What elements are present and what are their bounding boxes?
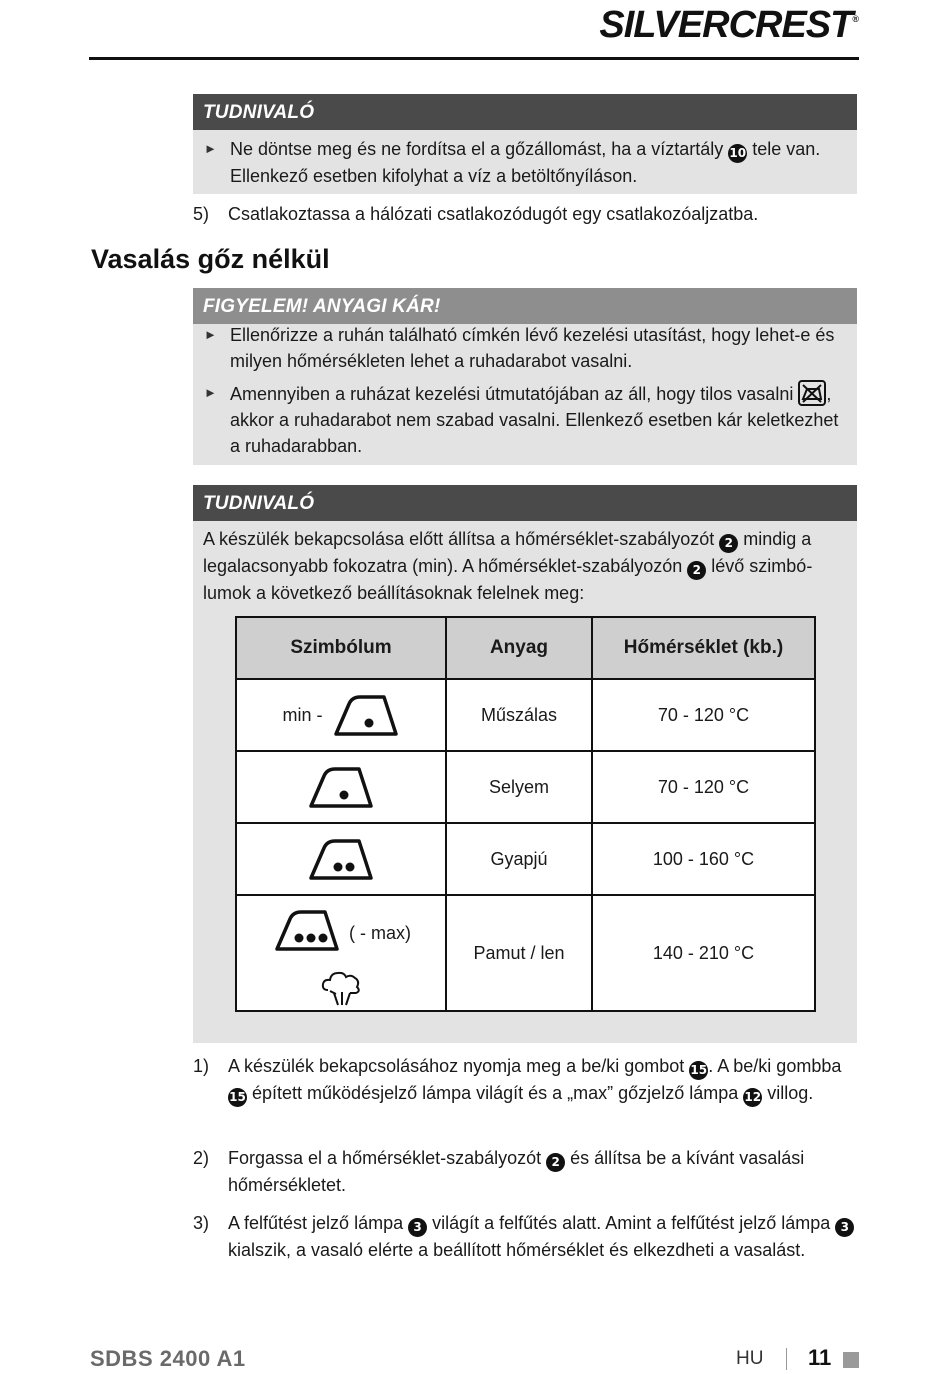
ref-number: 2 bbox=[546, 1153, 565, 1172]
step-1: 1) A készülék bekapcsolásához nyomja meg a be/ki gombot 15. A be/ki gombba 15 épített működésjelző lámpa világít és a „max” gőzjelző lámpa 12 villog. bbox=[193, 1053, 863, 1107]
symbol-cell bbox=[236, 823, 446, 895]
footer-square-icon bbox=[843, 1352, 859, 1368]
no-iron-icon bbox=[798, 380, 826, 406]
symbol-cell: ( - max) bbox=[236, 895, 446, 1011]
ref-number: 15 bbox=[689, 1061, 708, 1080]
step-3: 3) A felfűtést jelző lámpa 3 világít a felfűtés alatt. Amint a felfűtést jelző lámpa 3 kialszik, a vasaló elérte a beállított hőmérséklet és elkezdheti a vasalást. bbox=[193, 1210, 863, 1263]
temperature-table bbox=[235, 616, 816, 1012]
footer-language: HU bbox=[736, 1348, 764, 1369]
section-title: Vasalás gőz nélkül bbox=[91, 244, 330, 274]
material-cell: Gyapjú bbox=[446, 823, 592, 895]
table-row bbox=[236, 751, 815, 823]
steam-icon bbox=[320, 968, 364, 1008]
step-5: 5) Csatlakoztassa a hálózati csatlakozódugót egy csatlakozóaljzatba. bbox=[193, 204, 759, 224]
warning-bullet-2: ► Amennyiben a ruházat kezelési útmutatójában az áll, hogy tilos vasalni , akkor a ruhadarabot nem szabad vasalni. Ellenkező esetben kár keletkezhet a ruhadarabban. bbox=[193, 380, 857, 459]
bullet-arrow-icon: ► bbox=[204, 141, 217, 156]
ref-number: 15 bbox=[228, 1088, 247, 1107]
notice-title: TUDNIVALÓ bbox=[193, 485, 857, 521]
material-cell: Selyem bbox=[446, 751, 592, 823]
ref-number: 3 bbox=[408, 1218, 427, 1237]
ref-number: 2 bbox=[719, 534, 738, 553]
step-2: 2) Forgassa el a hőmérséklet-szabályozót 2 és állítsa be a kívánt vasalási hőmérsékletet. bbox=[193, 1148, 805, 1195]
temperature-cell: 70 - 120 °C bbox=[592, 751, 815, 823]
iron-two-dots-icon bbox=[307, 835, 375, 883]
material-cell: Műszálas bbox=[446, 679, 592, 751]
ref-number: 3 bbox=[835, 1218, 854, 1237]
temperature-cell: 140 - 210 °C bbox=[592, 895, 815, 1011]
header-temperature: Hőmérséklet (kb.) bbox=[592, 617, 815, 679]
warning-title: FIGYELEM! ANYAGI KÁR! bbox=[193, 288, 857, 324]
header-symbol: Szimbólum bbox=[236, 617, 446, 679]
iron-three-dots-icon bbox=[273, 906, 341, 954]
ref-number: 12 bbox=[743, 1088, 762, 1107]
footer-divider bbox=[786, 1348, 787, 1370]
temperature-cell: 100 - 160 °C bbox=[592, 823, 815, 895]
warning-box bbox=[193, 288, 857, 465]
bullet-arrow-icon: ► bbox=[204, 327, 217, 342]
ref-number: 2 bbox=[687, 561, 706, 580]
notice-box-1 bbox=[193, 94, 857, 194]
table-header-row bbox=[236, 617, 815, 679]
footer-model: SDBS 2400 A1 bbox=[90, 1346, 246, 1371]
temperature-cell: 70 - 120 °C bbox=[592, 679, 815, 751]
notice-paragraph: A készülék bekapcsolása előtt állítsa a hőmérséklet-szabályozót 2 mindig a legalacsonyabb fokozatra (min). A hőmérséklet-szabályozón 2 lévő szimbólumok a következő beállításoknak felelnek meg: bbox=[203, 529, 813, 603]
bullet-arrow-icon: ► bbox=[204, 385, 217, 400]
header-rule bbox=[89, 57, 859, 60]
iron-one-dot-icon bbox=[332, 691, 400, 739]
notice-bullet: ► Ne döntse meg és ne fordítsa el a gőzállomást, ha a víztartály 10 tele van. Ellenkező esetben kifolyhat a víz a betöltőnyíláson. bbox=[193, 136, 857, 189]
symbol-cell bbox=[236, 751, 446, 823]
brand-logo: SILVERCREST® bbox=[599, 4, 858, 46]
symbol-cell: min - bbox=[236, 679, 446, 751]
iron-one-dot-icon bbox=[307, 763, 375, 811]
material-cell: Pamut / len bbox=[446, 895, 592, 1011]
page-number: 11 bbox=[808, 1345, 832, 1370]
notice-title: TUDNIVALÓ bbox=[193, 94, 857, 130]
warning-bullet-1: ► Ellenőrizze a ruhán található címkén lévő kezelési utasítást, hogy lehet-e és milyen hőmérsékleten lehet a ruhadarabot vasalni. bbox=[193, 322, 857, 374]
table-row bbox=[236, 895, 815, 1011]
ref-number: 10 bbox=[728, 144, 747, 163]
table-row bbox=[236, 679, 815, 751]
table-row bbox=[236, 823, 815, 895]
header-material: Anyag bbox=[446, 617, 592, 679]
